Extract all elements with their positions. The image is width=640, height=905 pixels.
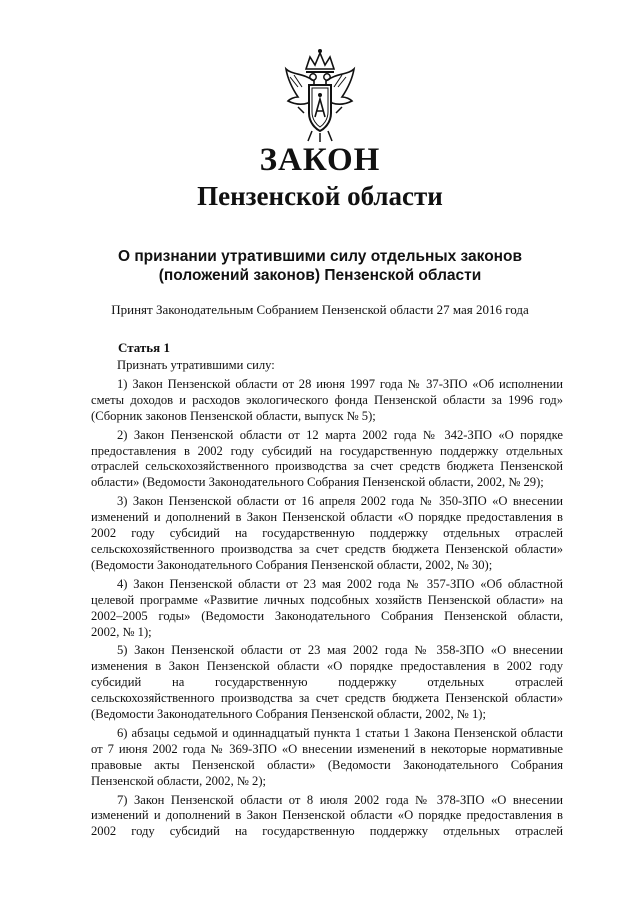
item-line: 2002–2005 годы» (Ведомости Законодательного Собрания Пензенской области, [91, 608, 563, 623]
article-body [91, 358, 563, 843]
list-item [91, 494, 563, 574]
list-item [91, 643, 563, 723]
item-line: от 7 июня 2002 года № 369-ЗПО «О внесении изменений в некоторые нормативные [91, 741, 563, 756]
region-title: Пензенской области [197, 181, 443, 211]
item-line: целевой программе «Развитие личных подсобных хозяйств Пензенской области» на [91, 592, 563, 607]
list-item [91, 726, 563, 790]
item-line: 2002 году субсидий на государственную поддержку отдельных отраслей [91, 824, 563, 839]
law-title: ЗАКОН [259, 142, 381, 178]
item-line: изменений и дополнений в Закон Пензенской области «О порядке предоставления в [91, 808, 563, 823]
list-item [91, 428, 563, 492]
item-line: предоставления в 2002 году субсидий на государственную поддержку отдельных [91, 443, 563, 458]
coat-of-arms-icon [284, 47, 356, 143]
item-line: 2002, № 1); [91, 624, 152, 639]
item-line: области» (Ведомости Законодательного Собрания Пензенской области, 2002, № 29); [91, 475, 544, 490]
item-line: 7) Закон Пензенской области от 8 июля 2002 года № 378-ЗПО «О внесении [117, 792, 563, 807]
item-line: правовые акты Пензенской области» (Ведомости Законодательного Собрания [91, 757, 563, 772]
item-line: 6) абзацы седьмой и одиннадцатый пункта 1 статьи 1 Закона Пензенской области [117, 725, 563, 740]
item-line: сельскохозяйственного производства за счет средств бюджета Пензенской области» [91, 541, 563, 556]
item-line: (Сборник законов Пензенской области, выпуск № 5); [91, 408, 376, 423]
item-line: 2002 году субсидий на государственную поддержку отдельных отраслей [91, 526, 563, 541]
subtitle-line: (положений законов) Пензенской области [158, 267, 482, 284]
adoption-note: Принят Законодательным Собранием Пензенской области 27 мая 2016 года [111, 302, 529, 317]
item-line: сельскохозяйственного производства за счет средств бюджета Пензенской области» [91, 691, 563, 706]
item-line: 1) Закон Пензенской области от 28 июня 1997 года № 37-ЗПО «Об исполнении [117, 376, 563, 391]
list-item [91, 793, 563, 841]
article-heading: Статья 1 [118, 340, 170, 355]
list-item [91, 377, 563, 425]
article-intro: Признать утратившими силу: [117, 358, 275, 372]
item-line: 4) Закон Пензенской области от 23 мая 2002 года № 357-ЗПО «Об областной [117, 576, 563, 591]
item-line: (Ведомости Законодательного Собрания Пензенской области, 2002, № 30); [91, 557, 493, 572]
law-subtitle [90, 247, 550, 285]
item-line: Пензенской области, 2002, № 2); [91, 773, 267, 788]
subtitle-line: О признании утратившими силу отдельных законов [117, 248, 523, 265]
item-line: изменения в Закон Пензенской области «О порядке предоставления в 2002 году [91, 659, 563, 674]
item-line: (Ведомости Законодательного Собрания Пензенской области, 2002, № 1); [91, 707, 486, 722]
item-line: отраслей сельскохозяйственного производства за счет средств бюджета Пензенской [91, 459, 563, 474]
item-line: 3) Закон Пензенской области от 16 апреля 2002 года № 350-ЗПО «О внесении [117, 494, 563, 509]
list-item [91, 577, 563, 641]
item-line: 2) Закон Пензенской области от 12 марта 2002 года № 342-ЗПО «О порядке [117, 427, 563, 442]
item-line: изменений и дополнений в Закон Пензенской области «О порядке предоставления в [91, 510, 563, 525]
item-line: сметы доходов и расходов экологического фонда Пензенской области за 1996 год» [91, 392, 563, 407]
item-line: субсидий на государственную поддержку отдельных отраслей [91, 675, 563, 690]
item-line: 5) Закон Пензенской области от 23 мая 2002 года № 358-ЗПО «О внесении [117, 643, 563, 658]
